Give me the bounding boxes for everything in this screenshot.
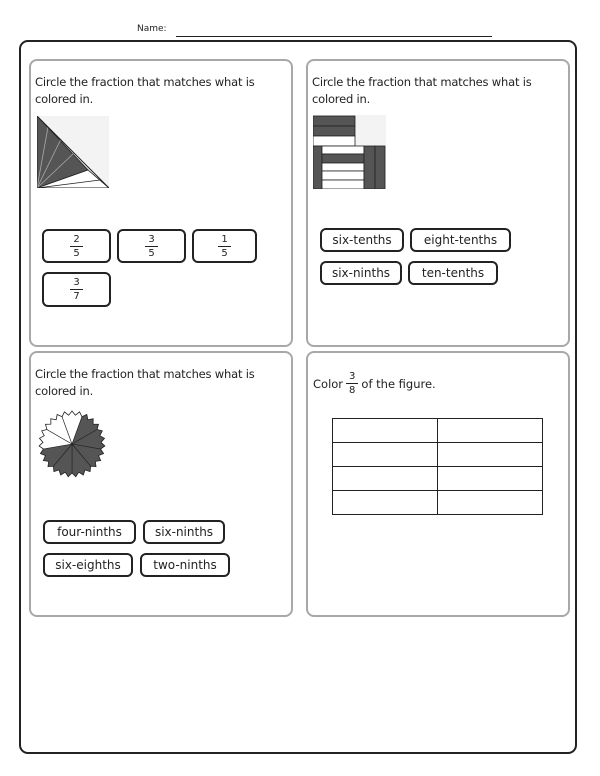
choice-denominator: 5: [221, 247, 228, 259]
choice-six-eighths[interactable]: six-eighths: [43, 553, 133, 577]
fraction-choice-3-5[interactable]: [117, 229, 186, 263]
choice-denominator: 5: [148, 247, 155, 259]
choice-six-ninths[interactable]: six-ninths: [143, 520, 225, 544]
choice-four-ninths[interactable]: four-ninths: [43, 520, 136, 544]
fraction-choice-2-5[interactable]: [42, 229, 111, 263]
pie-figure: [36, 408, 108, 480]
choice-six-ninths[interactable]: six-ninths: [320, 261, 402, 285]
prompt-after: of the figure.: [361, 376, 436, 391]
choice-six-tenths[interactable]: six-tenths: [320, 228, 404, 252]
problem-4-prompt: [313, 371, 436, 396]
problem-3-prompt: Circle the fraction that matches what is colored in.: [35, 367, 255, 398]
triangle-figure: [37, 116, 109, 188]
target-denominator: 8: [349, 385, 356, 396]
top-bar-empty: [313, 136, 355, 146]
choice-ten-tenths[interactable]: ten-tenths: [408, 261, 498, 285]
grid-cell[interactable]: [438, 419, 543, 443]
choice-numerator: 3: [145, 234, 157, 247]
grid-cell[interactable]: [333, 419, 438, 443]
choice-numerator: 1: [218, 234, 230, 247]
problem-2-prompt: Circle the fraction that matches what is colored in.: [312, 75, 532, 106]
grid-cell[interactable]: [438, 443, 543, 467]
grid-cell[interactable]: [438, 467, 543, 491]
name-line[interactable]: [176, 36, 492, 37]
bar-figure: [313, 115, 386, 189]
choice-numerator: 2: [70, 234, 82, 247]
target-numerator: 3: [346, 371, 358, 384]
name-label: Name:: [137, 24, 167, 34]
choice-denominator: 5: [73, 247, 80, 259]
target-fraction: [346, 371, 358, 396]
prompt-before: Color: [313, 376, 344, 391]
choice-numerator: 3: [70, 277, 82, 290]
pie-slices: [39, 411, 105, 477]
choice-two-ninths[interactable]: two-ninths: [140, 553, 230, 577]
grid-cell[interactable]: [333, 443, 438, 467]
left-column-shaded: [313, 146, 322, 189]
fraction-choice-3-7[interactable]: [42, 272, 111, 307]
grid-cell[interactable]: [438, 491, 543, 515]
fraction-choice-1-5[interactable]: [192, 229, 257, 263]
problem-1-prompt: Circle the fraction that matches what is colored in.: [35, 75, 255, 106]
color-grid: [332, 418, 543, 515]
choice-denominator: 7: [73, 291, 80, 302]
choice-eight-tenths[interactable]: eight-tenths: [410, 228, 511, 252]
grid-cell[interactable]: [333, 467, 438, 491]
top-bar-shaded-2: [313, 126, 355, 136]
grid-cell[interactable]: [333, 491, 438, 515]
top-bar-shaded-1: [313, 116, 355, 126]
